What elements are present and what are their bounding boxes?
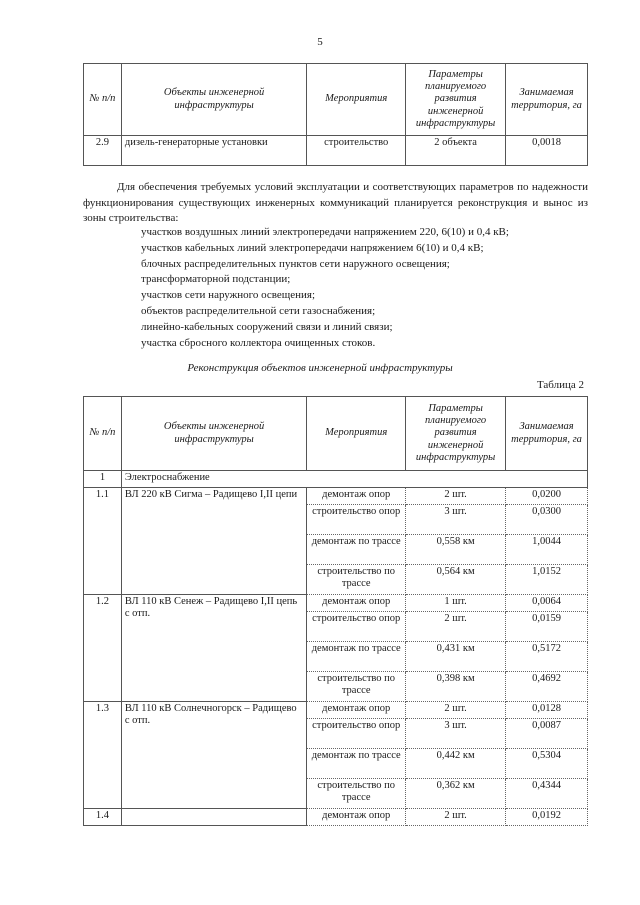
table-2-label: Таблица 2 [536, 379, 584, 391]
header-num: № п/п [84, 64, 122, 136]
cell-num: 1.4 [84, 809, 122, 826]
header-num: № п/п [84, 397, 122, 471]
reconstruction-list [141, 225, 509, 351]
header-params: Параметры планируемого развития инженерной инфраструктуры [406, 64, 506, 136]
header-territory: Занимаемая территория, га [506, 64, 588, 136]
table-row [84, 488, 588, 505]
cell-object: ВЛ 110 кВ Сенеж – Радищево I,II цепь с отп. [121, 595, 306, 702]
cell-object: дизель-генераторные установки [121, 136, 306, 166]
cell-param: 0,431 км [406, 642, 506, 672]
list-item: участка сбросного коллектора очищенных стоков. [141, 336, 376, 349]
cell-activity: демонтаж по трассе [307, 749, 406, 779]
cell-activity: строительство по трассе [307, 565, 406, 595]
cell-activity: демонтаж опор [307, 488, 406, 505]
cell-activity: демонтаж опор [307, 595, 406, 612]
cell-activity: демонтаж по трассе [307, 642, 406, 672]
header-params: Параметры планируемого развития инженерной инфраструктуры [406, 397, 506, 471]
cell-territory: 0,4344 [506, 779, 588, 809]
cell-territory: 0,0018 [506, 136, 588, 166]
cell-param: 1 шт. [406, 595, 506, 612]
cell-activity: строительство по трассе [307, 779, 406, 809]
header-activities: Мероприятия [307, 64, 406, 136]
cell-activity: демонтаж опор [307, 702, 406, 719]
cell-territory: 0,0087 [506, 719, 588, 749]
cell-activity: строительство опор [307, 612, 406, 642]
cell-param: 2 шт. [406, 612, 506, 642]
cell-object: ВЛ 220 кВ Сигма – Радищево I,II цепи [121, 488, 306, 595]
list-item: участков кабельных линий электропередачи напряжением 6(10) и 0,4 кВ; [141, 241, 484, 254]
cell-num: 1.1 [84, 488, 122, 595]
cell-param: 2 шт. [406, 488, 506, 505]
cell-activity: строительство [307, 136, 406, 166]
list-item: трансформаторной подстанции; [141, 273, 291, 286]
list-item: линейно-кабельных сооружений связи и линий связи; [141, 320, 393, 333]
section-title: Электроснабжение [121, 471, 587, 488]
cell-param: 2 шт. [406, 809, 506, 826]
table-row [84, 136, 588, 166]
cell-object: ВЛ 110 кВ Солнечногорск – Радищево с отп. [121, 702, 306, 809]
cell-param: 0,362 км [406, 779, 506, 809]
cell-num: 2.9 [84, 136, 122, 166]
cell-param: 0,564 км [406, 565, 506, 595]
cell-territory: 0,0200 [506, 488, 588, 505]
cell-activity: строительство опор [307, 505, 406, 535]
list-item: объектов распределительной сети газоснабжения; [141, 304, 376, 317]
cell-param: 3 шт. [406, 505, 506, 535]
cell-activity: демонтаж опор [307, 809, 406, 826]
table-2 [83, 396, 588, 826]
list-item: участков сети наружного освещения; [141, 289, 316, 302]
cell-param: 0,558 км [406, 535, 506, 565]
header-territory: Занимаемая территория, га [506, 397, 588, 471]
cell-num: 1.2 [84, 595, 122, 702]
header-objects: Объекты инженерной инфраструктуры [121, 397, 306, 471]
cell-territory: 0,0192 [506, 809, 588, 826]
cell-territory: 0,5304 [506, 749, 588, 779]
section-row [84, 471, 588, 488]
header-objects: Объекты инженерной инфраструктуры [121, 64, 306, 136]
table-2-caption: Реконструкция объектов инженерной инфраструктуры [187, 362, 453, 374]
cell-territory: 0,4692 [506, 672, 588, 702]
intro-paragraph: Для обеспечения требуемых условий эксплуатации и соответствующих параметров по надежности функционирования существующих инженерных коммуникаций планируется реконструкция и вынос из зоны строительства: [83, 181, 588, 224]
cell-num: 1.3 [84, 702, 122, 809]
header-activities: Мероприятия [307, 397, 406, 471]
table-row [84, 702, 588, 719]
cell-territory: 1,0044 [506, 535, 588, 565]
section-num: 1 [84, 471, 122, 488]
cell-param: 3 шт. [406, 719, 506, 749]
cell-activity: строительство по трассе [307, 672, 406, 702]
cell-activity: строительство опор [307, 719, 406, 749]
cell-param: 2 объекта [406, 136, 506, 166]
cell-object [121, 809, 306, 826]
cell-territory: 0,0300 [506, 505, 588, 535]
cell-param: 0,442 км [406, 749, 506, 779]
cell-territory: 0,0128 [506, 702, 588, 719]
cell-territory: 0,0159 [506, 612, 588, 642]
cell-territory: 0,5172 [506, 642, 588, 672]
cell-activity: демонтаж по трассе [307, 535, 406, 565]
list-item: блочных распределительных пунктов сети наружного освещения; [141, 257, 450, 270]
list-item: участков воздушных линий электропередачи напряжением 220, 6(10) и 0,4 кВ; [141, 226, 509, 238]
cell-territory: 1,0152 [506, 565, 588, 595]
page-number: 5 [317, 36, 323, 48]
table-row [84, 809, 588, 826]
cell-param: 0,398 км [406, 672, 506, 702]
table-row [84, 595, 588, 612]
cell-territory: 0,0064 [506, 595, 588, 612]
table-1 [83, 63, 588, 166]
cell-param: 2 шт. [406, 702, 506, 719]
